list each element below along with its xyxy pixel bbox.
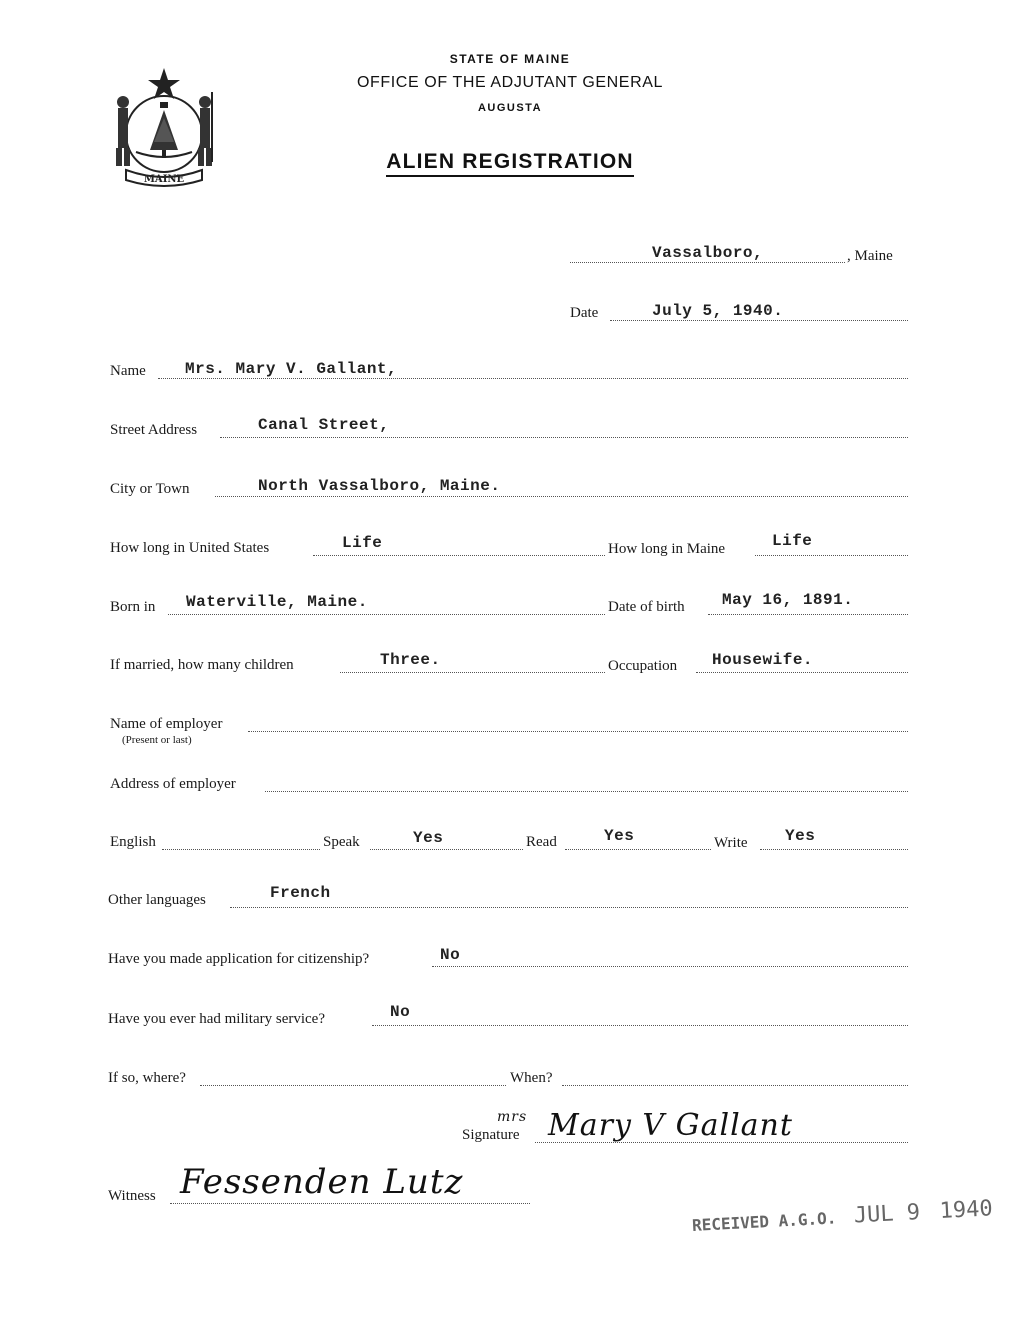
speak-line [370, 849, 523, 850]
write-line [760, 849, 908, 850]
state-seal-icon [108, 62, 220, 192]
witness-line [170, 1203, 530, 1204]
birth-date-label: Date of birth [608, 599, 685, 615]
employer-label: Name of employer [110, 716, 223, 732]
born-in-label: Born in [110, 599, 156, 615]
english-label: English [110, 834, 156, 850]
location-line [570, 262, 845, 263]
occupation-label: Occupation [608, 658, 678, 674]
signature-label: Signature [462, 1127, 520, 1143]
occupation-value: Housewife. [712, 651, 814, 669]
citizenship-line [432, 966, 908, 967]
form-title [300, 150, 720, 174]
us-duration-line [313, 555, 605, 556]
read-value: Yes [604, 827, 635, 845]
children-line [340, 672, 605, 673]
street-value: Canal Street, [258, 416, 390, 434]
city-label: City or Town [110, 481, 190, 497]
name-value: Mrs. Mary V. Gallant, [185, 360, 398, 378]
military-line [372, 1025, 908, 1026]
maine-duration-value: Life [772, 532, 813, 550]
date-value: July 5, 1940. [652, 302, 784, 320]
english-line [162, 849, 320, 850]
location-town-value: Vassalboro, [652, 244, 764, 262]
birth-date-value: May 16, 1891. [722, 591, 854, 609]
when-label: When? [510, 1070, 553, 1086]
header-city: AUGUSTA [477, 102, 543, 114]
employer-note: (Present or last) [122, 734, 192, 746]
read-line [565, 849, 711, 850]
name-line [158, 378, 908, 379]
other-languages-line [230, 907, 908, 908]
us-duration-value: Life [342, 534, 383, 552]
signature-value: Mary V Gallant [548, 1108, 793, 1143]
military-value: No [390, 1003, 411, 1021]
stamp-year: 1940 [939, 1196, 994, 1225]
maine-duration-line [755, 555, 908, 556]
city-value: North Vassalboro, Maine. [258, 477, 501, 495]
received-stamp [691, 1196, 993, 1237]
speak-label: Speak [323, 834, 360, 850]
write-label: Write [714, 835, 748, 851]
citizenship-label: Have you made application for citizenship? [108, 951, 370, 967]
when-line [562, 1085, 908, 1086]
born-in-line [168, 614, 605, 615]
military-label: Have you ever had military service? [108, 1011, 325, 1027]
employer-line [248, 731, 908, 732]
witness-label: Witness [108, 1188, 156, 1204]
speak-value: Yes [413, 829, 444, 847]
where-label: If so, where? [108, 1070, 186, 1086]
employer-address-label: Address of employer [110, 776, 236, 792]
header-office: OFFICE OF THE ADJUTANT GENERAL [356, 74, 664, 91]
street-label: Street Address [110, 422, 198, 438]
city-line [215, 496, 908, 497]
witness-signature: Fessenden Lutz [180, 1162, 464, 1202]
other-languages-label: Other languages [108, 892, 206, 908]
where-line [200, 1085, 506, 1086]
us-duration-label: How long in United States [110, 540, 270, 556]
occupation-line [696, 672, 908, 673]
children-value: Three. [380, 651, 441, 669]
born-in-value: Waterville, Maine. [186, 593, 368, 611]
employer-address-line [265, 791, 908, 792]
write-value: Yes [785, 827, 816, 845]
form-title-text: ALIEN REGISTRATION [386, 150, 634, 177]
birth-date-line [708, 614, 908, 615]
header-state: STATE OF MAINE [449, 52, 571, 66]
location-state-label: , Maine [847, 248, 893, 264]
date-label: Date [570, 305, 599, 321]
stamp-date: JUL 9 [853, 1200, 921, 1229]
date-line [610, 320, 908, 321]
signature-prefix: mrs [497, 1109, 528, 1125]
read-label: Read [526, 834, 557, 850]
street-line [220, 437, 908, 438]
stamp-text: RECEIVED A.G.O. [691, 1208, 837, 1235]
seal-banner-text: MAINE [143, 174, 185, 185]
maine-duration-label: How long in Maine [608, 541, 726, 557]
children-label: If married, how many children [110, 657, 294, 673]
citizenship-value: No [440, 946, 461, 964]
name-label: Name [110, 363, 146, 379]
other-languages-value: French [270, 884, 331, 902]
